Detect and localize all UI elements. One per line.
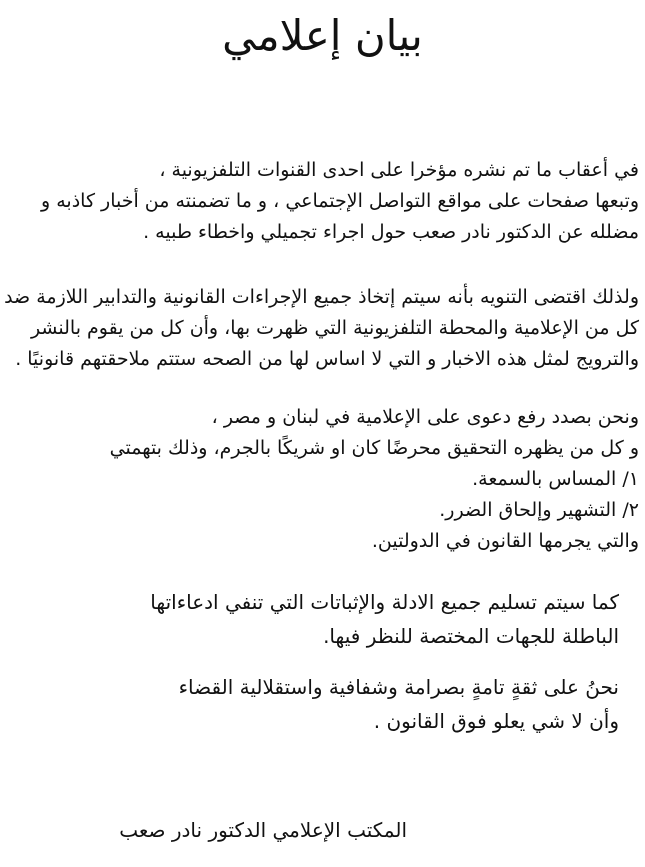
paragraph-trust-judiciary	[179, 670, 619, 738]
text-line: في أعقاب ما تم نشره مؤخرا على احدى القنوات التلفزيونية ،	[159, 159, 639, 181]
text-line: ونحن بصدد رفع دعوى على الإعلامية في لبنان و مصر ،	[211, 406, 639, 428]
text-line: كما سيتم تسليم جميع الادلة والإثباتات التي تنفي ادعاءاتها	[150, 590, 619, 614]
paragraph-lawsuit	[110, 402, 639, 557]
paragraph-evidence	[150, 585, 619, 653]
paragraph-legal-measures	[4, 282, 639, 375]
text-line: الباطلة للجهات المختصة للنظر فيها.	[323, 624, 619, 648]
signature-block	[119, 818, 407, 843]
paragraph-intro	[41, 155, 639, 248]
document-title: بيان إعلامي	[222, 11, 423, 60]
text-line: ولذلك اقتضى التنويه بأنه سيتم إتخاذ جميع الإجراءات القانونية والتدابير اللازمة ضد	[4, 286, 639, 308]
text-line: نحنُ على ثقةٍ تامةٍ بصرامة وشفافية واستقلالية القضاء	[178, 675, 619, 699]
text-line: كل من الإعلامية والمحطة التلفزيونية التي ظهرت بها، وأن كل من يقوم بالنشر	[30, 317, 639, 339]
text-line: وأن لا شي يعلو فوق القانون .	[373, 709, 619, 733]
text-line: ١/ المساس بالسمعة.	[472, 468, 639, 490]
text-line: مضلله عن الدكتور نادر صعب حول اجراء تجميلي واخطاء طبيه .	[143, 221, 639, 243]
text-line: ٢/ التشهير وإلحاق الضرر.	[439, 499, 639, 521]
text-line: و كل من يظهره التحقيق محرضًا كان او شريكًا بالجرم، وذلك بتهمتي	[109, 437, 639, 459]
text-line: والترويج لمثل هذه الاخبار و التي لا اساس لها من الصحه ستتم ملاحقتهم قانونيًا .	[15, 348, 639, 370]
text-line: والتي يجرمها القانون في الدولتين.	[371, 530, 639, 552]
text-line: وتبعها صفحات على مواقع التواصل الإجتماعي ، و ما تضمنته من أخبار كاذبه و	[41, 190, 639, 212]
signature-line: المكتب الإعلامي الدكتور نادر صعب	[119, 818, 407, 842]
